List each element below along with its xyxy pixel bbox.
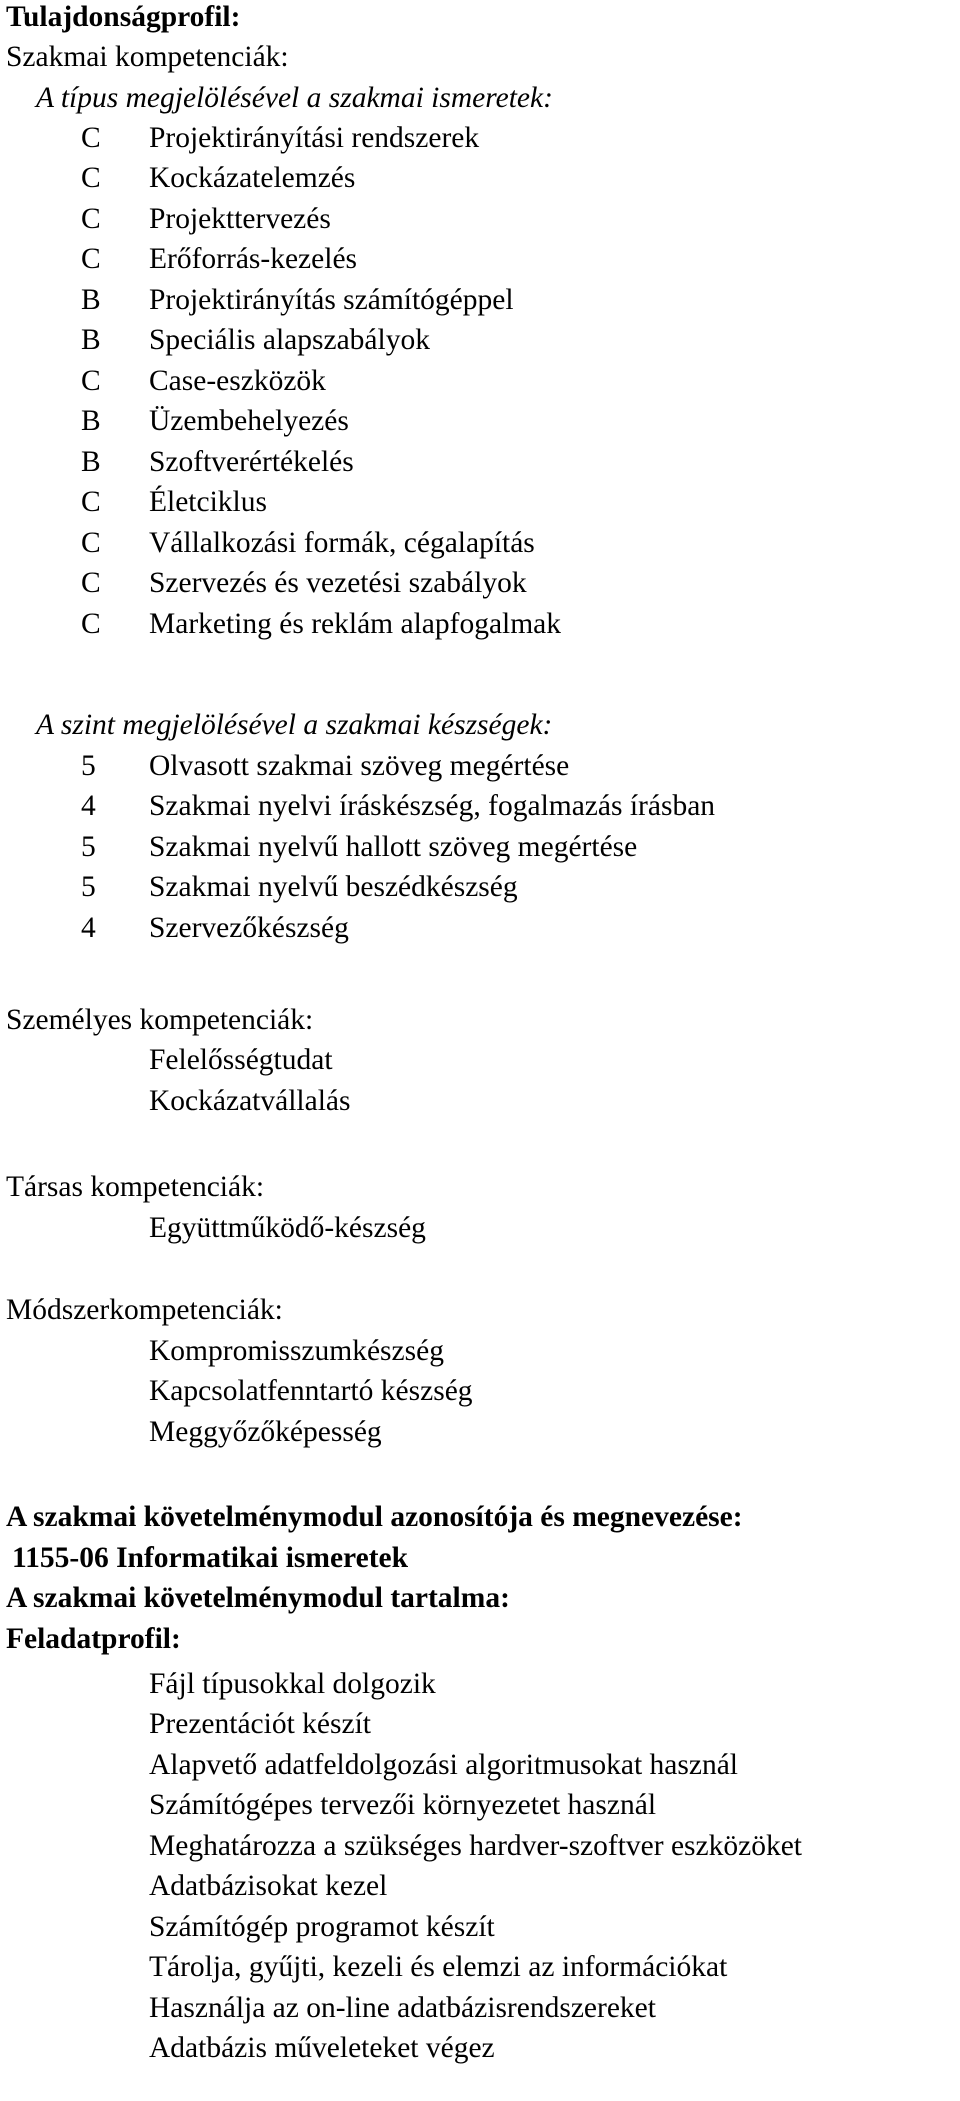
item-text: Szakmai nyelvi íráskészség, fogalmazás írásban bbox=[149, 790, 716, 822]
list-item: Tárolja, gyűjti, kezeli és elemzi az információkat bbox=[149, 1951, 728, 1983]
item-code: C bbox=[81, 162, 101, 194]
item-code: B bbox=[81, 446, 101, 478]
item-code: C bbox=[81, 486, 101, 518]
item-text: Kockázatelemzés bbox=[149, 162, 356, 194]
list-item: Meggyőzőképesség bbox=[149, 1416, 382, 1448]
item-text: Projektirányítási rendszerek bbox=[149, 122, 480, 154]
list-item: Alapvető adatfeldolgozási algoritmusokat használ bbox=[149, 1749, 738, 1781]
item-code: B bbox=[81, 284, 101, 316]
heading-szakmai-kompetenciak: Szakmai kompetenciák: bbox=[6, 41, 289, 73]
item-text: Szakmai nyelvű beszédkészség bbox=[149, 871, 518, 903]
item-level: 5 bbox=[81, 871, 96, 903]
item-code: C bbox=[81, 365, 101, 397]
list-item: Meghatározza a szükséges hardver-szoftver eszközöket bbox=[149, 1830, 803, 1862]
item-text: Projekttervezés bbox=[149, 203, 331, 235]
item-level: 5 bbox=[81, 750, 96, 782]
heading-modul-azonosito: A szakmai követelménymodul azonosítója és megnevezése: bbox=[6, 1501, 743, 1533]
list-item: Kapcsolatfenntartó készség bbox=[149, 1375, 473, 1407]
item-text: Olvasott szakmai szöveg megértése bbox=[149, 750, 570, 782]
heading-szakmai-keszsegek: A szint megjelölésével a szakmai készségek: bbox=[36, 709, 553, 741]
heading-szakmai-ismeretek: A típus megjelölésével a szakmai ismeretek: bbox=[36, 82, 553, 114]
item-code: C bbox=[81, 527, 101, 559]
item-code: C bbox=[81, 567, 101, 599]
section-title-tulajdonsagprofil: Tulajdonságprofil: bbox=[6, 1, 241, 33]
list-item: Kockázatvállalás bbox=[149, 1085, 351, 1117]
heading-feladatprofil: Feladatprofil: bbox=[6, 1623, 181, 1655]
item-text: Életciklus bbox=[149, 486, 267, 518]
item-code: C bbox=[81, 243, 101, 275]
item-text: Case-eszközök bbox=[149, 365, 326, 397]
item-level: 4 bbox=[81, 790, 96, 822]
heading-modszerkompetenciak: Módszerkompetenciák: bbox=[6, 1294, 283, 1326]
heading-tarsas-kompetenciak: Társas kompetenciák: bbox=[6, 1171, 265, 1203]
item-text: Szervezőkészség bbox=[149, 912, 349, 944]
item-code: B bbox=[81, 405, 101, 437]
list-item: Prezentációt készít bbox=[149, 1708, 371, 1740]
heading-modul-tartalma: A szakmai követelménymodul tartalma: bbox=[6, 1582, 510, 1614]
item-code: B bbox=[81, 324, 101, 356]
item-text: Erőforrás-kezelés bbox=[149, 243, 358, 275]
item-text: Projektirányítás számítógéppel bbox=[149, 284, 514, 316]
item-text: Vállalkozási formák, cégalapítás bbox=[149, 527, 535, 559]
list-item: Adatbázisokat kezel bbox=[149, 1870, 388, 1902]
item-level: 4 bbox=[81, 912, 96, 944]
list-item: Együttműködő-készség bbox=[149, 1212, 426, 1244]
item-code: C bbox=[81, 122, 101, 154]
item-level: 5 bbox=[81, 831, 96, 863]
item-code: C bbox=[81, 203, 101, 235]
list-item: Adatbázis műveleteket végez bbox=[149, 2032, 495, 2064]
list-item: Kompromisszumkészség bbox=[149, 1335, 444, 1367]
item-text: Üzembehelyezés bbox=[149, 405, 349, 437]
list-item: Számítógépes tervezői környezetet használ bbox=[149, 1789, 657, 1821]
item-text: Szoftverértékelés bbox=[149, 446, 354, 478]
item-text: Szervezés és vezetési szabályok bbox=[149, 567, 527, 599]
list-item: Fájl típusokkal dolgozik bbox=[149, 1668, 436, 1700]
item-text: Speciális alapszabályok bbox=[149, 324, 430, 356]
item-text: Marketing és reklám alapfogalmak bbox=[149, 608, 562, 640]
item-code: C bbox=[81, 608, 101, 640]
modul-azonosito: 1155-06 Informatikai ismeretek bbox=[12, 1542, 409, 1574]
list-item: Használja az on-line adatbázisrendszereket bbox=[149, 1992, 656, 2024]
list-item: Számítógép programot készít bbox=[149, 1911, 495, 1943]
item-text: Szakmai nyelvű hallott szöveg megértése bbox=[149, 831, 638, 863]
heading-szemelyes-kompetenciak: Személyes kompetenciák: bbox=[6, 1004, 314, 1036]
list-item: Felelősségtudat bbox=[149, 1044, 333, 1076]
